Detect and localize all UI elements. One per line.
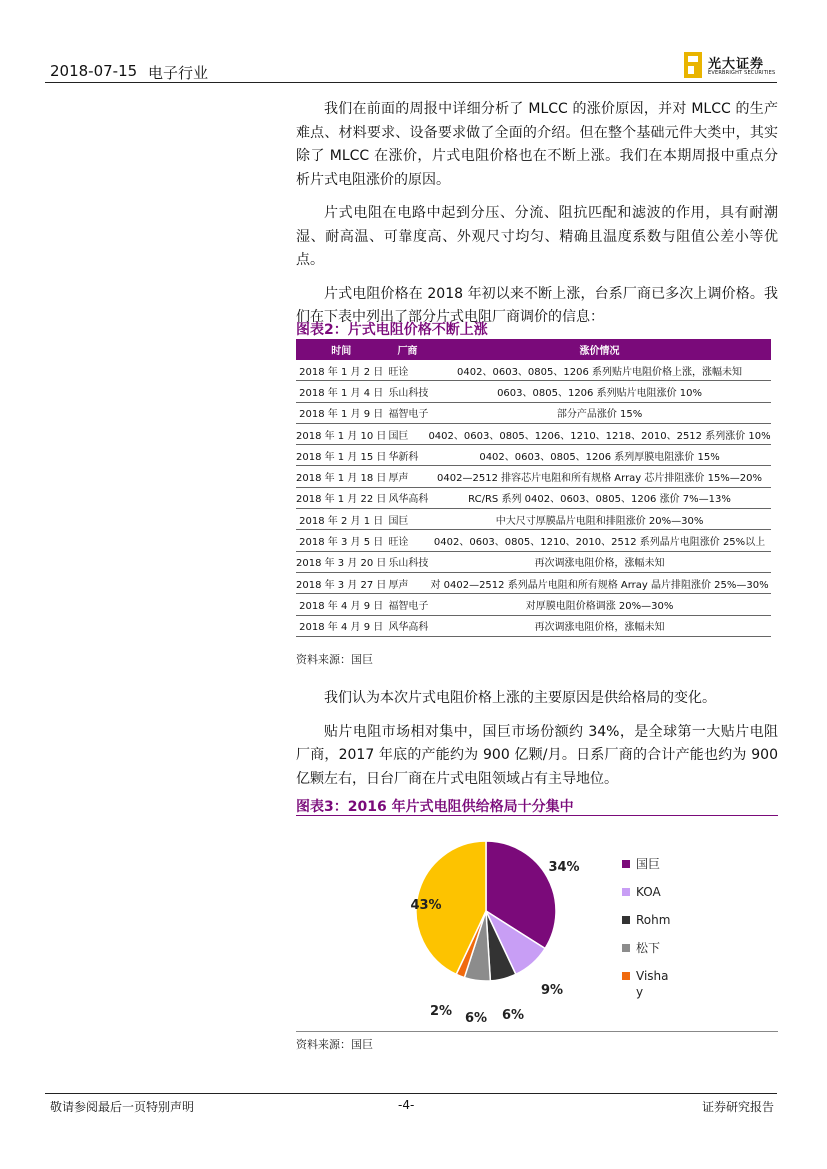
cell-detail: 对 0402—2512 系列晶片电阻和所有规格 Array 晶片排阻涨价 25%—30% xyxy=(428,572,770,593)
cell-detail: 中大尺寸厚膜晶片电阻和排阻涨价 20%—30% xyxy=(428,509,770,530)
pie-chart xyxy=(296,816,778,1031)
cell-time: 2018 年 1 月 2 日 xyxy=(296,360,386,381)
cell-time: 2018 年 1 月 9 日 xyxy=(296,402,386,423)
legend-swatch xyxy=(622,916,630,924)
legend-item xyxy=(622,940,660,955)
cell-time: 2018 年 4 月 9 日 xyxy=(296,594,386,615)
table-row xyxy=(296,509,771,530)
table-row xyxy=(296,466,771,487)
cell-detail: 部分产品涨价 15% xyxy=(428,402,770,423)
legend-label: Visha xyxy=(636,969,669,983)
cell-detail: 0402、0603、0805、1206 系列厚膜电阻涨价 15% xyxy=(428,445,770,466)
cell-detail: 0402、0603、0805、1210、2010、2512 系列晶片电阻涨价 25%以上 xyxy=(428,530,770,551)
cell-detail: 0402、0603、0805、1206、1210、1218、2010、2512 系列涨价 10% xyxy=(428,423,770,444)
paragraph: 我们在前面的周报中详细分析了 MLCC 的涨价原因，并对 MLCC 的生产难点、材料要求、设备要求做了全面的介绍。但在整个基础元件大类中，其实除了 MLCC 在涨价，片式电阻价格也在不断上涨。我们在本期周报中重点分析片式电阻涨价的原因。 xyxy=(296,101,778,188)
table-row xyxy=(296,423,771,444)
legend-label: KOA xyxy=(636,885,661,899)
cell-time: 2018 年 1 月 15 日 xyxy=(296,445,386,466)
table-header-row xyxy=(296,339,771,360)
cell-time: 2018 年 3 月 20 日 xyxy=(296,551,386,572)
figure3-source: 资料来源：国巨 xyxy=(296,1038,373,1051)
legend-label: y xyxy=(636,985,644,999)
cell-time: 2018 年 2 月 1 日 xyxy=(296,509,386,530)
legend-item xyxy=(622,969,669,999)
table-row xyxy=(296,615,771,636)
pie-data-label: 43% xyxy=(410,898,442,913)
table-row xyxy=(296,572,771,593)
report-date: 2018-07-15 xyxy=(50,62,138,80)
cell-time: 2018 年 3 月 5 日 xyxy=(296,530,386,551)
cell-time: 2018 年 1 月 10 日 xyxy=(296,423,386,444)
cell-vendor: 乐山科技 xyxy=(386,381,428,402)
table-row xyxy=(296,487,771,508)
cell-detail: RC/RS 系列 0402、0603、0805、1206 涨价 7%—13% xyxy=(428,487,770,508)
intro-text xyxy=(296,98,778,330)
legend-item xyxy=(622,885,661,899)
cell-detail: 0402、0603、0805、1206 系列贴片电阻价格上涨，涨幅未知 xyxy=(428,360,770,381)
company-logo xyxy=(684,52,780,80)
logo-mark-icon xyxy=(684,52,702,78)
price-increase-table xyxy=(296,339,771,637)
figure3-title: 图表3：2016 年片式电阻供给格局十分集中 xyxy=(296,799,574,815)
legend-item xyxy=(622,857,660,871)
cell-vendor: 风华高科 xyxy=(386,487,428,508)
legend-label: 国巨 xyxy=(636,857,661,871)
paragraph: 片式电阻在电路中起到分压、分流、阻抗匹配和滤波的作用，具有耐潮湿、耐高温、可靠度高、外观尺寸均匀、精确且温度系数与阻值公差小等优点。 xyxy=(296,205,778,268)
col-header-vendor: 厂商 xyxy=(386,339,428,360)
cell-vendor: 国巨 xyxy=(386,509,428,530)
cell-time: 2018 年 1 月 4 日 xyxy=(296,381,386,402)
table-row xyxy=(296,381,771,402)
pie-data-label: 34% xyxy=(548,860,580,875)
cell-time: 2018 年 1 月 18 日 xyxy=(296,466,386,487)
cell-vendor: 厚声 xyxy=(386,466,428,487)
cell-detail: 0402—2512 排容芯片电阻和所有规格 Array 芯片排阻涨价 15%—20% xyxy=(428,466,770,487)
col-header-detail: 涨价情况 xyxy=(428,339,770,360)
industry-label: 电子行业 xyxy=(148,64,209,82)
cell-vendor: 厚声 xyxy=(386,572,428,593)
legend-swatch xyxy=(622,944,630,952)
table-row xyxy=(296,594,771,615)
table-row xyxy=(296,530,771,551)
footer-report-type: 证券研究报告 xyxy=(702,1100,775,1114)
table-row xyxy=(296,445,771,466)
pie-data-label: 9% xyxy=(540,983,564,998)
legend-label: 松下 xyxy=(636,941,661,955)
figure3-bottom-rule xyxy=(296,1031,778,1032)
cell-vendor: 旺诠 xyxy=(386,360,428,381)
cell-vendor: 旺诠 xyxy=(386,530,428,551)
cell-detail: 对厚膜电阻价格调涨 20%—30% xyxy=(428,594,770,615)
table-row xyxy=(296,402,771,423)
cell-vendor: 福智电子 xyxy=(386,402,428,423)
paragraph: 我们认为本次片式电阻价格上涨的主要原因是供给格局的变化。 xyxy=(324,690,716,706)
footer-divider xyxy=(45,1093,777,1094)
legend-swatch xyxy=(622,860,630,868)
cell-vendor: 福智电子 xyxy=(386,594,428,615)
analysis-text xyxy=(296,687,778,791)
pie-chart-area xyxy=(296,816,778,1031)
pie-data-label: 6% xyxy=(464,1011,488,1026)
pie-data-label: 2% xyxy=(429,1004,453,1019)
paragraph: 片式电阻价格在 2018 年初以来不断上涨，台系厂商已多次上调价格。我们在下表中列出了部分片式电阻厂商调价的信息： xyxy=(296,285,778,325)
cell-time: 2018 年 1 月 22 日 xyxy=(296,487,386,508)
legend-swatch xyxy=(622,888,630,896)
table-row xyxy=(296,551,771,572)
cell-vendor: 国巨 xyxy=(386,423,428,444)
logo-en-text: EVERBRIGHT SECURITIES xyxy=(708,70,776,76)
cell-time: 2018 年 3 月 27 日 xyxy=(296,572,386,593)
figure2-source: 资料来源：国巨 xyxy=(296,653,373,666)
legend-item xyxy=(622,913,670,927)
footer-disclaimer: 敬请参阅最后一页特别声明 xyxy=(50,1100,195,1114)
legend-label: Rohm xyxy=(636,913,671,927)
legend-swatch xyxy=(622,972,630,980)
cell-detail: 0603、0805、1206 系列贴片电阻涨价 10% xyxy=(428,381,770,402)
header-divider xyxy=(45,82,777,83)
cell-vendor: 华新科 xyxy=(386,445,428,466)
paragraph: 贴片电阻市场相对集中，国巨市场份额约 34%，是全球第一大贴片电阻厂商，2017 年底的产能约为 900 亿颗/月。日系厂商的合计产能也约为 900 亿颗左右，日台厂商在片式电阻领域占有主导地位。 xyxy=(296,723,778,787)
cell-detail: 再次调涨电阻价格，涨幅未知 xyxy=(428,551,770,572)
cell-detail: 再次调涨电阻价格，涨幅未知 xyxy=(428,615,770,636)
col-header-time: 时间 xyxy=(296,339,386,360)
table-row xyxy=(296,360,771,381)
cell-vendor: 风华高科 xyxy=(386,615,428,636)
pie-data-label: 6% xyxy=(501,1008,525,1023)
cell-time: 2018 年 4 月 9 日 xyxy=(296,615,386,636)
cell-vendor: 乐山科技 xyxy=(386,551,428,572)
figure2-title: 图表2：片式电阻价格不断上涨 xyxy=(296,322,488,338)
page-number: -4- xyxy=(398,1098,415,1112)
logo-cn-text: 光大证券 xyxy=(708,57,765,72)
